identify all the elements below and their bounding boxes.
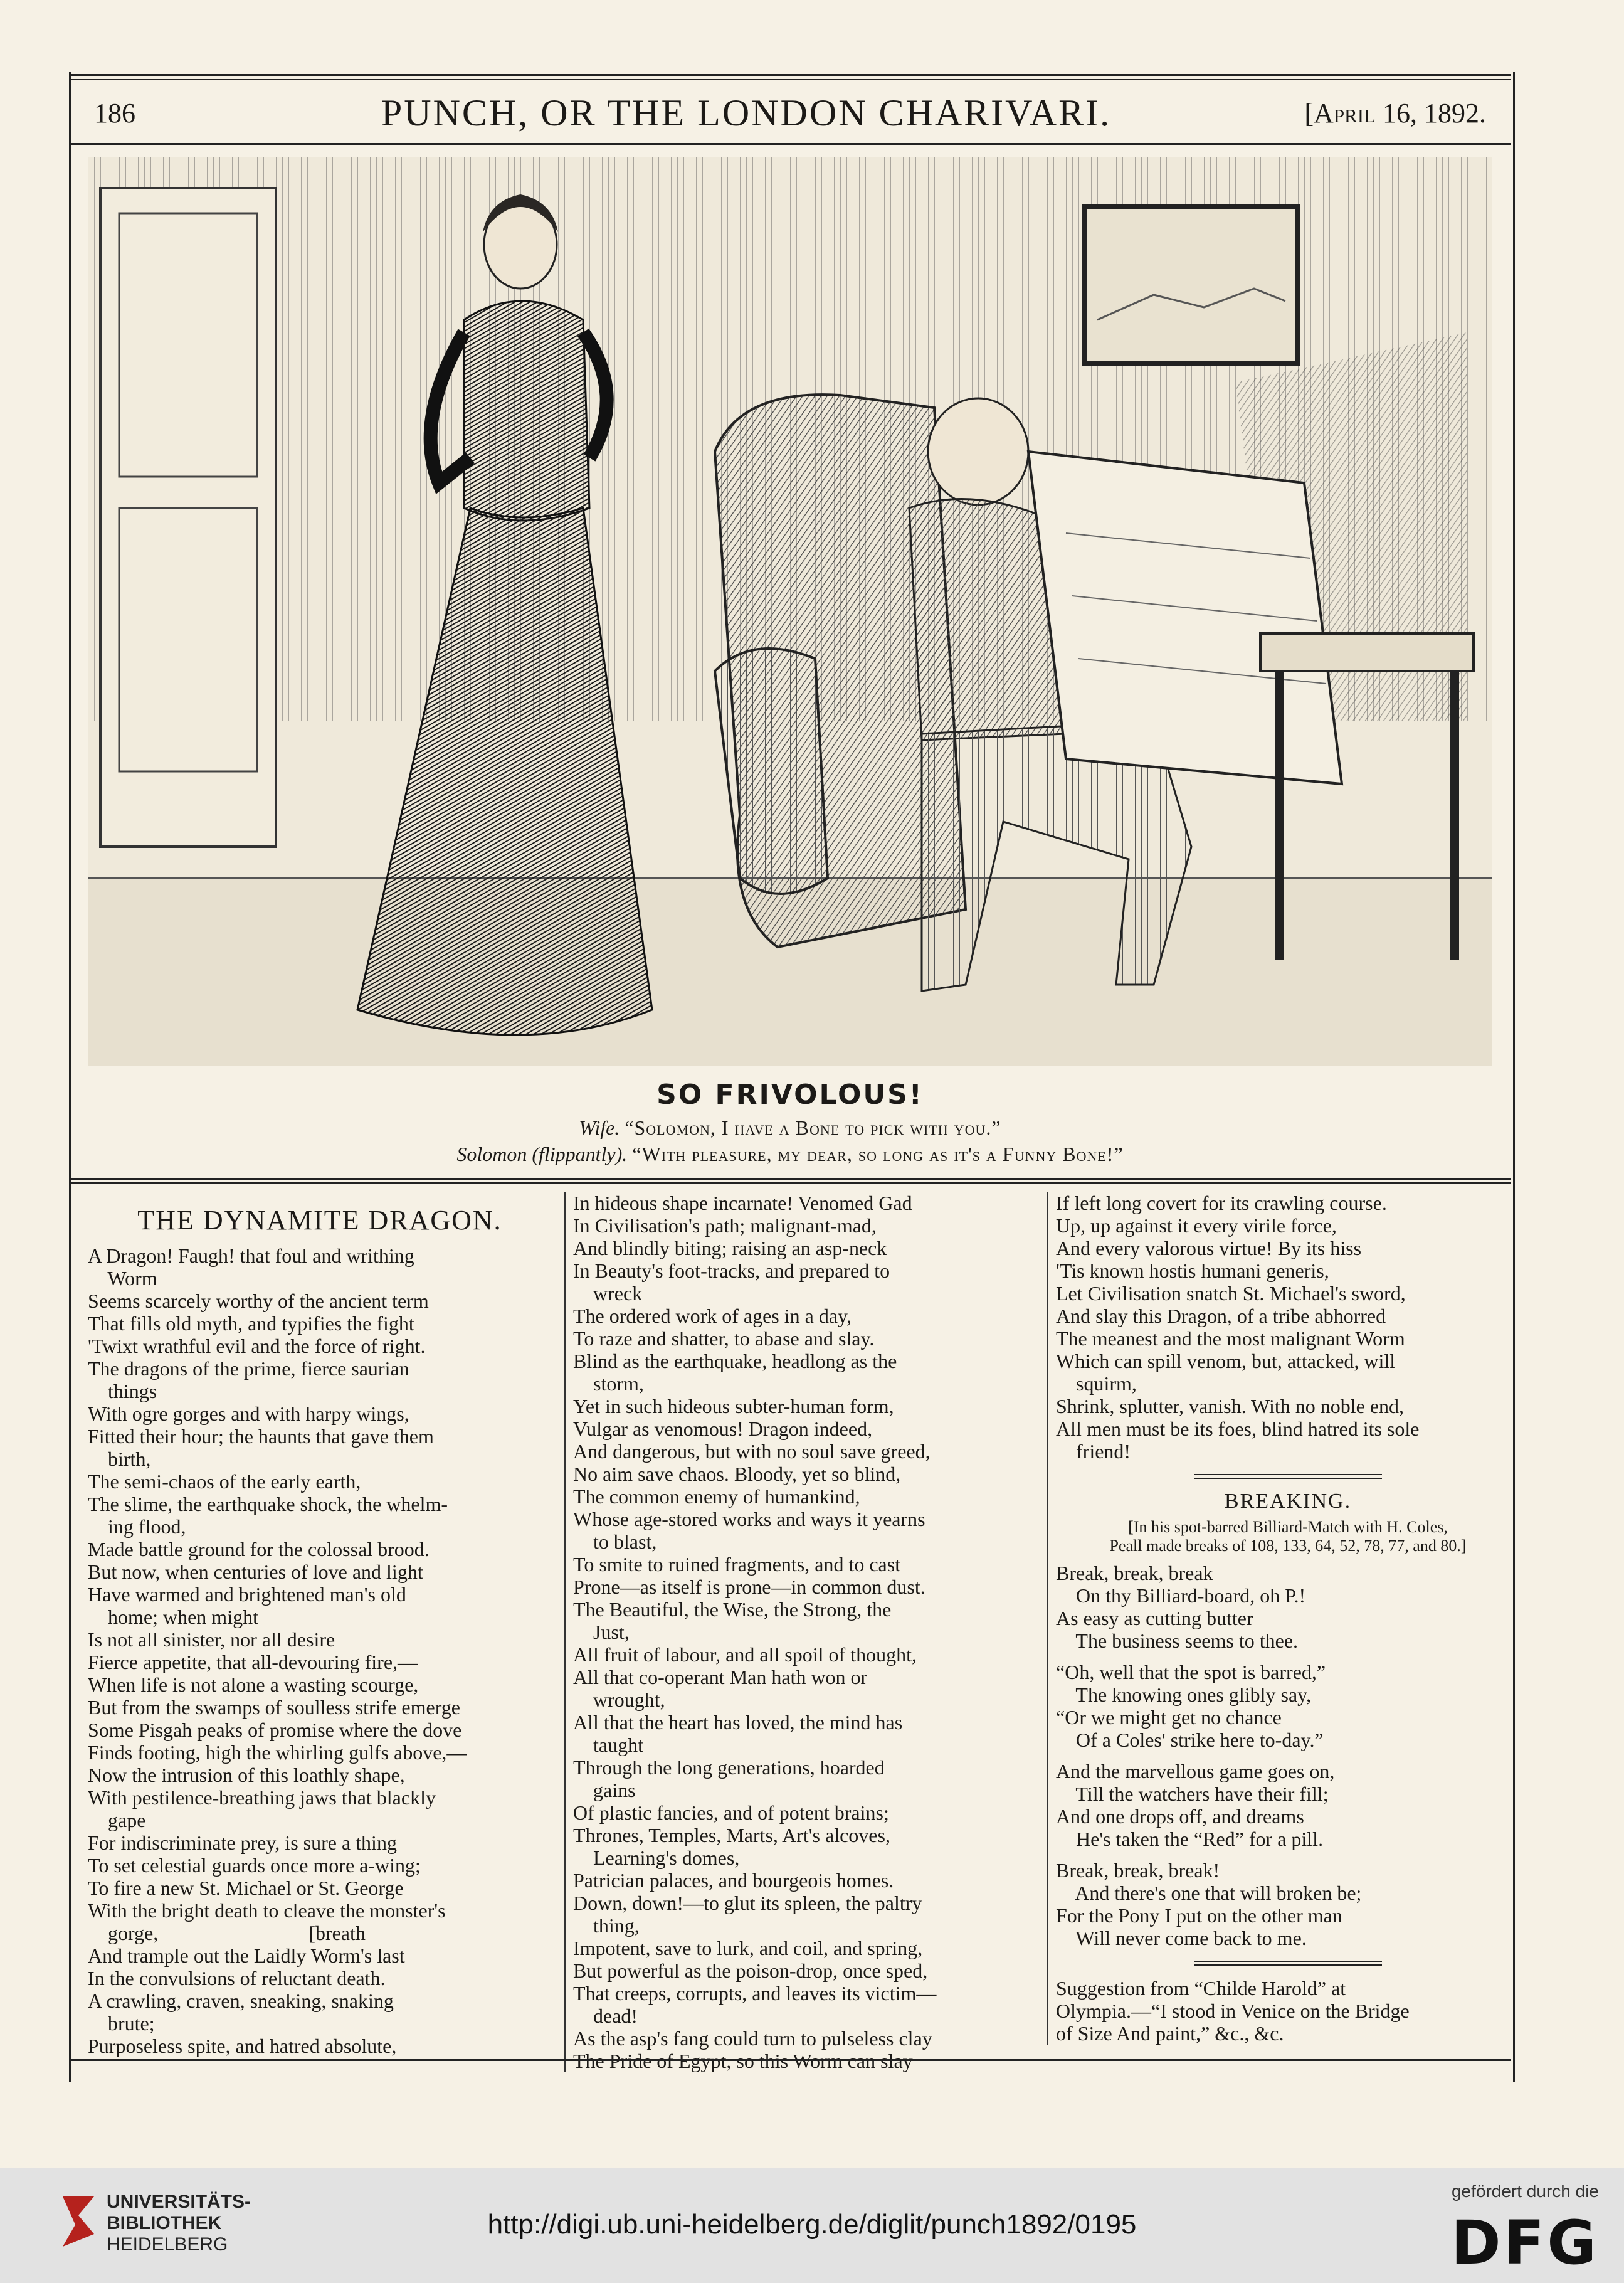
poem-line: And trample out the Laidly Worm's last	[88, 1944, 405, 1967]
poem-line: In hideous shape incarnate! Venomed Gad	[573, 1192, 912, 1214]
poem-line: thing,	[573, 1914, 640, 1937]
cartoon-caption-line-2	[69, 1143, 1511, 1166]
poem-line: Fitted their hour; the haunts that gave them	[88, 1425, 434, 1448]
poem-line: In Civilisation's path; malignant-mad,	[573, 1214, 877, 1237]
suggestion-line: Suggestion from “Childe Harold” at	[1056, 1977, 1346, 2000]
poem-line: Finds footing, high the whirling gulfs above,—	[88, 1741, 467, 1764]
poem-line: Fierce appetite, that all-devouring fire,—	[88, 1651, 418, 1673]
poem-line	[1056, 1751, 1520, 1760]
poem-line: With the bright death to cleave the monster's	[88, 1899, 446, 1922]
editorial-note: [In his spot-barred Billiard-Match with H. Coles,	[1128, 1518, 1448, 1536]
poem-line: That fills old myth, and typifies the fight	[88, 1312, 414, 1335]
poem-line: With ogre gorges and with harpy wings,	[88, 1402, 409, 1425]
caption-speaker: Wife.	[579, 1116, 620, 1139]
poem-line: Purposeless spite, and hatred absolute,	[88, 2035, 397, 2057]
poem-line: Impotent, save to lurk, and coil, and spring,	[573, 1937, 923, 1959]
section-rule	[69, 1178, 1511, 1184]
poem-line: All fruit of labour, and all spoil of thought,	[573, 1643, 917, 1666]
poem-lines	[1056, 1562, 1520, 1949]
poem-line: To set celestial guards once more a-wing;	[88, 1854, 421, 1877]
door	[100, 188, 276, 847]
poem-line: When life is not alone a wasting scourge,	[88, 1673, 419, 1696]
poem-line: For the Pony I put on the other man	[1056, 1904, 1342, 1927]
poem-line: But from the swamps of soulless strife emerge	[88, 1696, 460, 1719]
caption-speaker: Solomon (flippantly).	[456, 1143, 628, 1165]
poem-line: Let Civilisation snatch St. Michael's sword,	[1056, 1282, 1406, 1305]
poem-line: The common enemy of humankind,	[573, 1485, 860, 1508]
poem-line: And there's one that will broken be;	[1056, 1882, 1362, 1904]
poem-line: And blindly biting; raising an asp-neck	[573, 1237, 887, 1259]
poem-line: Blind as the earthquake, headlong as the	[573, 1350, 897, 1372]
poem-line: A crawling, craven, sneaking, snaking	[88, 1989, 394, 2012]
poem-title: BREAKING.	[1224, 1490, 1352, 1513]
suggestion-line: Olympia.—“I stood in Venice on the Bridge	[1056, 2000, 1410, 2022]
poem-line: The meanest and the most malignant Worm	[1056, 1327, 1405, 1350]
poem-line: Made battle ground for the colossal brood.	[88, 1538, 430, 1560]
library-name-line: UNIVERSITÄTS-	[107, 2191, 251, 2212]
poem-line: Which can spill venom, but, attacked, will	[1056, 1350, 1396, 1372]
header-rule	[69, 143, 1511, 145]
poem-line: birth,	[88, 1448, 151, 1470]
cartoon-illustration	[88, 157, 1492, 1066]
poem-line: dead!	[573, 2005, 638, 2027]
poem-line: Of a Coles' strike here to-day.”	[1056, 1729, 1324, 1751]
poem-line: Prone—as itself is prone—in common dust.	[573, 1576, 925, 1598]
issue-date: [April 16, 1892.	[1304, 97, 1486, 129]
text-column-2	[564, 1192, 1043, 2072]
poem-line: Down, down!—to glut its spleen, the paltry	[573, 1892, 922, 1914]
poem-line: brute;	[88, 2012, 155, 2035]
suggestion-line: of Size And paint,” &c., &c.	[1056, 2022, 1284, 2045]
poem-line: Is not all sinister, nor all desire	[88, 1628, 335, 1651]
poem-line: Whose age-stored works and ways it yearns	[573, 1508, 925, 1530]
poem-line: gorge, [breath	[88, 1922, 366, 1944]
poem-line: Have warmed and brightened man's old	[88, 1583, 406, 1606]
poem-line: friend!	[1056, 1440, 1131, 1463]
source-url-link[interactable]: http://digi.ub.uni-heidelberg.de/diglit/punch1892/0195	[487, 2209, 1137, 2240]
poem-line: The business seems to thee.	[1056, 1629, 1299, 1652]
poem-line: home; when might	[88, 1606, 258, 1628]
poem-line: wreck	[573, 1282, 643, 1305]
library-name-line: HEIDELBERG	[107, 2234, 228, 2255]
poem-line: things	[88, 1380, 157, 1402]
poem-line: To smite to ruined fragments, and to cast	[573, 1553, 901, 1576]
poem-line: Till the watchers have their fill;	[1056, 1782, 1329, 1805]
divider-rule	[1194, 1961, 1382, 1966]
poem-line: For indiscriminate prey, is sure a thing	[88, 1831, 397, 1854]
funder-label: gefördert durch die	[1451, 2181, 1599, 2201]
poem-line: squirm,	[1056, 1372, 1137, 1395]
poem-line: The slime, the earthquake shock, the whelm-	[88, 1493, 448, 1515]
poem-line: gape	[88, 1809, 146, 1831]
text-column-1	[88, 1192, 552, 2057]
dfg-logo: DFG	[1450, 2208, 1599, 2278]
page-header	[69, 88, 1511, 138]
poem-line: “Or we might get no chance	[1056, 1706, 1282, 1729]
poem-line: Of plastic fancies, and of potent brains;	[573, 1801, 889, 1824]
newspaper	[1028, 452, 1342, 784]
divider-rule	[1194, 1474, 1382, 1479]
poem-line: Shrink, splutter, vanish. With no noble end,	[1056, 1395, 1405, 1417]
poem-line: And slay this Dragon, of a tribe abhorred	[1056, 1305, 1386, 1327]
poem-line: That creeps, corrupts, and leaves its victim—	[573, 1982, 937, 2005]
poem-line	[1056, 1850, 1520, 1859]
page-number: 186	[94, 97, 135, 129]
poem-line: taught	[573, 1734, 643, 1756]
poem-line: storm,	[573, 1372, 644, 1395]
poem-line: And dangerous, but with no soul save greed,	[573, 1440, 931, 1463]
poem-line: The dragons of the prime, fierce saurian	[88, 1357, 409, 1380]
poem-line: The knowing ones glibly say,	[1056, 1683, 1312, 1706]
caption-speech: “With pleasure, my dear, so long as it's a Funny Bone!”	[632, 1143, 1124, 1165]
poem-line: gains	[573, 1779, 636, 1801]
poem-line: The ordered work of ages in a day,	[573, 1305, 852, 1327]
poem-lines	[573, 1192, 1043, 2072]
poem-line: Worm	[88, 1267, 157, 1290]
poem-line: All that co-operant Man hath won or	[573, 1666, 868, 1688]
poem-line: In Beauty's foot-tracks, and prepared to	[573, 1259, 890, 1282]
poem-line: Will never come back to me.	[1056, 1927, 1307, 1949]
poem-line: Thrones, Temples, Marts, Art's alcoves,	[573, 1824, 890, 1846]
poem-line: To fire a new St. Michael or St. George	[88, 1877, 404, 1899]
text-column-3	[1047, 1192, 1520, 2045]
poem-line: But now, when centuries of love and light	[88, 1560, 423, 1583]
poem-line: A Dragon! Faugh! that foul and writhing	[88, 1244, 414, 1267]
poem-line: The semi-chaos of the early earth,	[88, 1470, 361, 1493]
poem-line: Up, up against it every virile force,	[1056, 1214, 1337, 1237]
poem-line: “Oh, well that the spot is barred,”	[1056, 1661, 1326, 1683]
poem-line: As easy as cutting butter	[1056, 1607, 1253, 1629]
poem-line: Break, break, break	[1056, 1562, 1213, 1584]
poem-line: Seems scarcely worthy of the ancient term	[88, 1290, 429, 1312]
poem-line: He's taken the “Red” for a pill.	[1056, 1828, 1324, 1850]
poem-line: The Beautiful, the Wise, the Strong, the	[573, 1598, 892, 1621]
masthead-title: PUNCH, OR THE LONDON CHARIVARI.	[381, 92, 1112, 134]
poem-line: Break, break, break!	[1056, 1859, 1220, 1882]
poem-line: As the asp's fang could turn to pulseless clay	[573, 2027, 932, 2050]
poem-line: All that the heart has loved, the mind has	[573, 1711, 903, 1734]
caption-speech: “Solomon, I have a Bone to pick with you.”	[625, 1116, 1001, 1139]
poem-lines	[1056, 1192, 1520, 1463]
poem-line: Now the intrusion of this loathly shape,	[88, 1764, 405, 1786]
poem-line: Learning's domes,	[573, 1846, 740, 1869]
library-name-line: BIBLIOTHEK	[107, 2213, 222, 2233]
poem-line: ing flood,	[88, 1515, 186, 1538]
editorial-note: Peall made breaks of 108, 133, 64, 52, 78, 77, and 80.]	[1109, 1537, 1467, 1555]
cartoon-caption-line-1	[69, 1116, 1511, 1140]
poem-line: On thy Billiard-board, oh P.!	[1056, 1584, 1306, 1607]
poem-line: All men must be its foes, blind hatred its sole	[1056, 1417, 1420, 1440]
wall-picture	[1085, 207, 1298, 364]
poem-line: to blast,	[573, 1530, 657, 1553]
cartoon-title: SO FRIVOLOUS!	[656, 1079, 924, 1111]
poem-line: wrought,	[573, 1688, 665, 1711]
poem-line: In the convulsions of reluctant death.	[88, 1967, 386, 1989]
poem-title: THE DYNAMITE DRAGON.	[137, 1205, 502, 1236]
poem-line: 'Tis known hostis humani generis,	[1056, 1259, 1329, 1282]
poem-line: Some Pisgah peaks of promise where the dove	[88, 1719, 462, 1741]
poem-line: Patrician palaces, and bourgeois homes.	[573, 1869, 894, 1892]
poem-line: And one drops off, and dreams	[1056, 1805, 1304, 1828]
poem-line: But powerful as the poison-drop, once sped,	[573, 1959, 928, 1982]
poem-line: Yet in such hideous subter-human form,	[573, 1395, 894, 1417]
poem-line: Just,	[573, 1621, 630, 1643]
poem-line: Through the long generations, hoarded	[573, 1756, 885, 1779]
poem-lines	[88, 1244, 552, 2057]
poem-line: If left long covert for its crawling course.	[1056, 1192, 1387, 1214]
poem-line: No aim save chaos. Bloody, yet so blind,	[573, 1463, 901, 1485]
poem-line	[1056, 1652, 1520, 1661]
poem-line: And every valorous virtue! By its hiss	[1056, 1237, 1362, 1259]
poem-line: 'Twixt wrathful evil and the force of right.	[88, 1335, 426, 1357]
poem-line: With pestilence-breathing jaws that blackly	[88, 1786, 436, 1809]
poem-line: And the marvellous game goes on,	[1056, 1760, 1335, 1782]
bottom-rule	[69, 2059, 1511, 2061]
poem-line: Vulgar as venomous! Dragon indeed,	[573, 1417, 873, 1440]
poem-line: To raze and shatter, to abase and slay.	[573, 1327, 875, 1350]
poem-line: The Pride of Egypt, so this Worm can slay	[573, 2050, 913, 2072]
digitization-footer	[0, 2168, 1624, 2283]
